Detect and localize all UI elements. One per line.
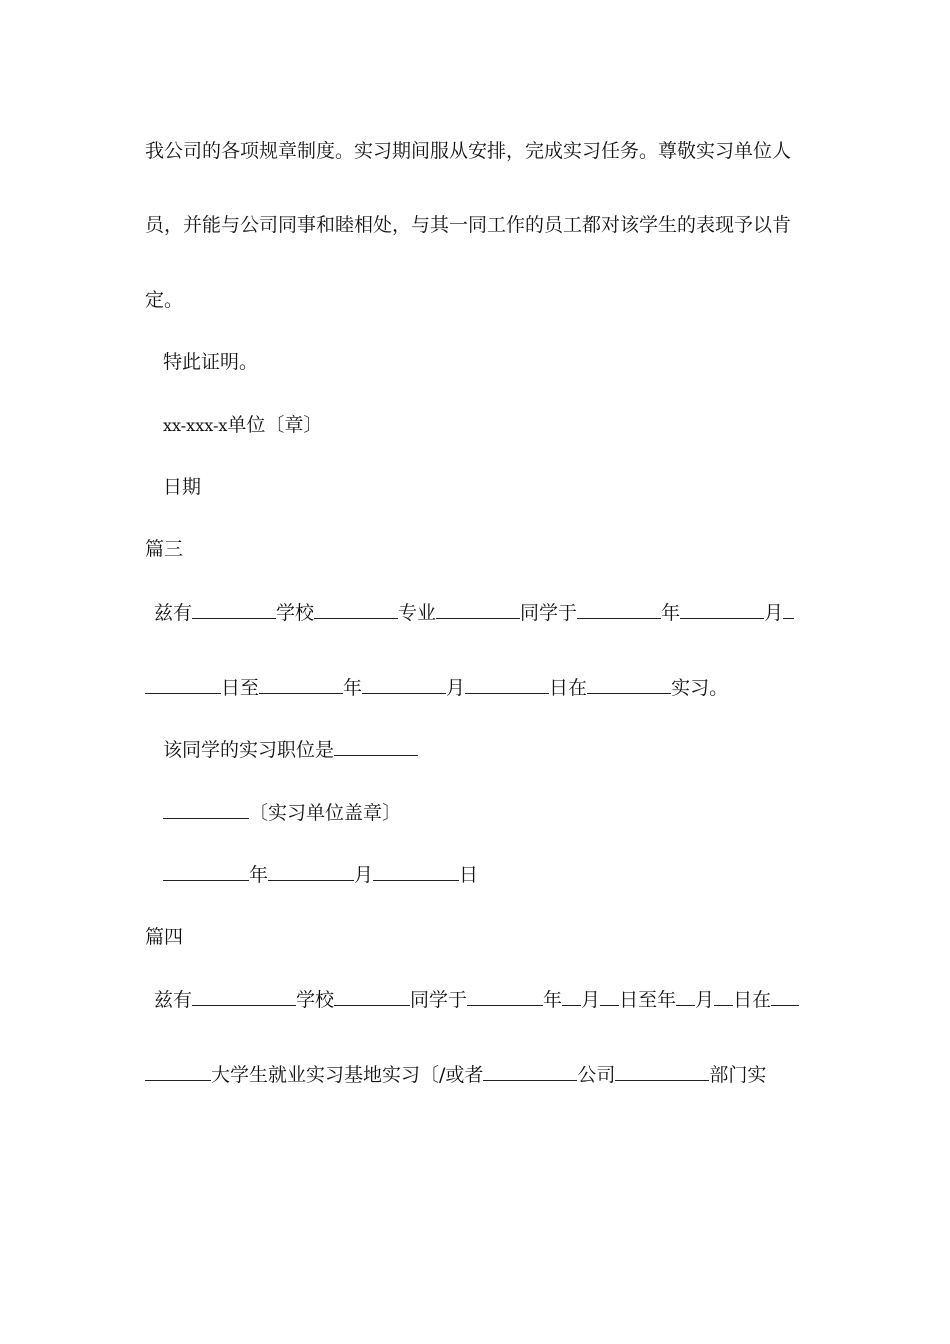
position-label: 该同学的实习职位是 xyxy=(163,739,335,761)
fill-blank xyxy=(163,862,249,881)
fill-blank xyxy=(483,1062,577,1081)
fill-blank xyxy=(577,600,661,619)
body-line-3: 定。 xyxy=(145,289,184,311)
s3-text: 年 xyxy=(249,864,269,886)
s3-text: 日 xyxy=(459,864,479,886)
s3-text: 学校 xyxy=(276,602,315,624)
s3-row-1 xyxy=(154,600,794,625)
s4-text: 公司 xyxy=(577,1064,616,1086)
fill-blank xyxy=(334,737,418,756)
body-line-1: 我公司的各项规章制度。实习期间服从安排，完成实习任务。尊敬实习单位人 xyxy=(145,140,792,162)
s4-text: 日在 xyxy=(733,989,772,1011)
s4-row-2 xyxy=(145,1062,766,1087)
s3-seal-line xyxy=(163,800,401,825)
fill-blank xyxy=(145,675,221,694)
unit-label: 单位〔章〕 xyxy=(227,414,323,436)
fill-blank xyxy=(436,600,520,619)
fill-blank xyxy=(783,600,794,619)
section-heading-4: 篇四 xyxy=(145,926,184,948)
s4-text: 同学于 xyxy=(410,989,468,1011)
fill-blank xyxy=(714,987,733,1006)
fill-blank xyxy=(373,862,459,881)
s3-text: 实习。 xyxy=(671,677,729,699)
fill-blank xyxy=(334,987,410,1006)
s4-text: 月 xyxy=(695,989,715,1011)
s3-text: 日在 xyxy=(549,677,588,699)
s3-text: 同学于 xyxy=(520,602,578,624)
fill-blank xyxy=(600,987,619,1006)
fill-blank xyxy=(465,675,549,694)
s3-text: 兹有 xyxy=(154,602,193,624)
fill-blank xyxy=(362,675,446,694)
fill-blank xyxy=(314,600,398,619)
s3-text: 年 xyxy=(343,677,363,699)
s3-date-line xyxy=(163,862,478,887)
s3-text: 月 xyxy=(354,864,374,886)
s4-text: 年 xyxy=(543,989,563,1011)
s3-text: 专业 xyxy=(398,602,437,624)
s4-text: 月 xyxy=(581,989,601,1011)
s4-text: 学校 xyxy=(296,989,335,1011)
fill-blank xyxy=(562,987,581,1006)
s4-text: 日至年 xyxy=(619,989,677,1011)
fill-blank xyxy=(676,987,695,1006)
s4-text: 大学生就业实习基地实习〔/或者 xyxy=(211,1064,484,1086)
unit-seal-line xyxy=(163,413,322,438)
section-heading-3: 篇三 xyxy=(145,538,184,560)
s3-text: 月 xyxy=(764,602,784,624)
date-label: 日期 xyxy=(163,476,202,498)
unit-code: xx-xxx-x xyxy=(163,416,228,435)
fill-blank xyxy=(771,987,799,1006)
s3-text: 日至 xyxy=(221,677,260,699)
fill-blank xyxy=(192,600,276,619)
fill-blank xyxy=(587,675,671,694)
fill-blank xyxy=(163,800,249,819)
seal-label: 〔实习单位盖章〕 xyxy=(249,802,402,824)
fill-blank xyxy=(680,600,764,619)
fill-blank xyxy=(259,675,343,694)
certify-text: 特此证明。 xyxy=(163,351,259,373)
fill-blank xyxy=(145,1062,211,1081)
s3-text: 月 xyxy=(446,677,466,699)
fill-blank xyxy=(192,987,296,1006)
s3-text: 年 xyxy=(661,602,681,624)
s4-row-1 xyxy=(154,987,799,1012)
s3-position-line xyxy=(163,737,418,762)
body-line-2: 员，并能与公司同事和睦相处，与其一同工作的员工都对该学生的表现予以肯 xyxy=(145,214,792,236)
fill-blank xyxy=(615,1062,709,1081)
s4-text: 兹有 xyxy=(154,989,193,1011)
s4-text: 部门实 xyxy=(709,1064,767,1086)
s3-row-2 xyxy=(145,675,728,700)
fill-blank xyxy=(268,862,354,881)
fill-blank xyxy=(467,987,543,1006)
